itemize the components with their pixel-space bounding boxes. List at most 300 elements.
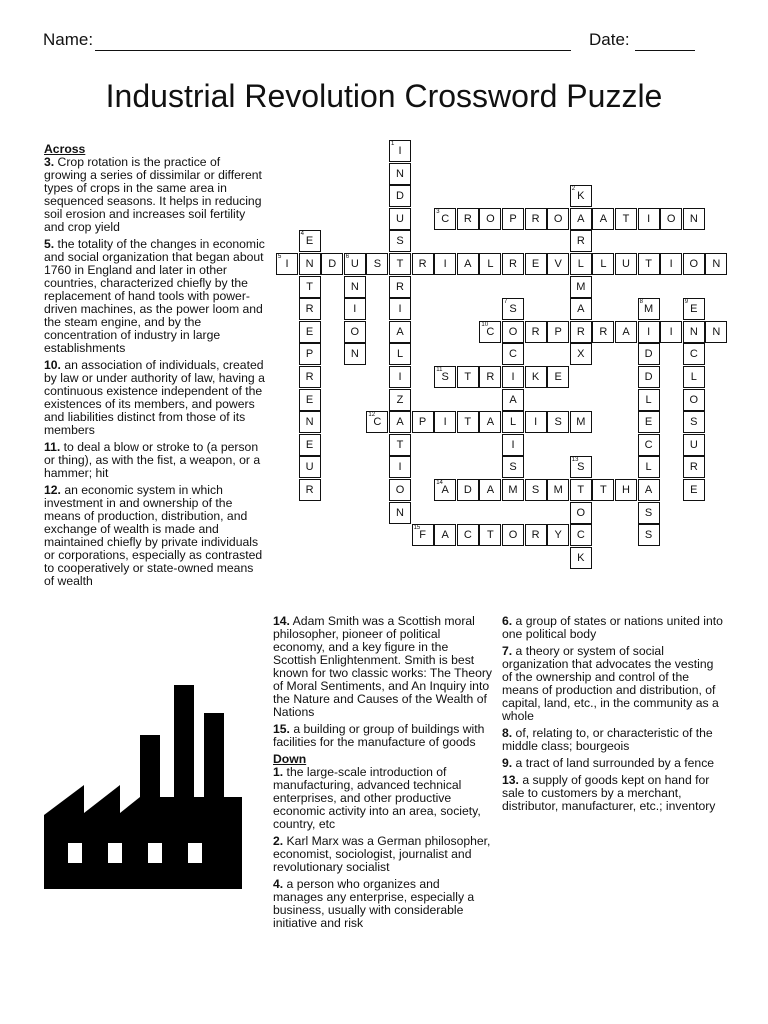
clue-text: a building or group of buildings with facilities for the manufacture of goods [273, 722, 485, 749]
grid-cell[interactable] [525, 411, 547, 433]
grid-cell[interactable] [479, 524, 501, 546]
grid-cell[interactable] [389, 434, 411, 456]
grid-cell[interactable] [570, 208, 592, 230]
grid-cell[interactable] [638, 208, 660, 230]
grid-cell[interactable] [389, 389, 411, 411]
cell-letter: I [398, 303, 402, 316]
grid-cell[interactable] [547, 208, 569, 230]
cell-letter: O [576, 506, 586, 519]
grid-cell[interactable] [638, 434, 660, 456]
cell-letter: S [554, 416, 562, 429]
cell-letter: N [689, 212, 698, 225]
cell-letter: A [441, 484, 449, 496]
cell-letter: N [305, 258, 314, 270]
grid-cell[interactable] [299, 434, 321, 456]
cell-letter: I [511, 438, 515, 451]
grid-cell[interactable] [389, 253, 411, 275]
grid-cell[interactable] [479, 411, 501, 433]
grid-cell[interactable] [457, 524, 479, 546]
grid-cell[interactable] [389, 502, 411, 524]
cell-letter: L [487, 258, 494, 270]
grid-cell[interactable] [389, 230, 411, 252]
grid-cell[interactable] [638, 366, 660, 388]
cell-letter: A [486, 484, 495, 496]
cell-letter: N [396, 167, 404, 180]
clue-number: 3. [44, 155, 55, 169]
cell-letter: E [305, 393, 314, 406]
grid-cell[interactable] [344, 253, 366, 275]
grid-cell[interactable] [434, 479, 456, 501]
grid-cell[interactable] [412, 253, 434, 275]
grid-cell[interactable] [299, 479, 321, 501]
cell-letter: I [285, 258, 289, 270]
grid-cell[interactable] [683, 389, 705, 411]
clue-text: the large-scale introduction of manufacturing, advanced technical enterprises, and other productive economic activity into an area, society, country, etc [273, 765, 481, 831]
cell-letter: N [396, 506, 404, 519]
grid-cell[interactable] [638, 456, 660, 478]
cell-letter: S [373, 258, 382, 270]
cell-letter: T [577, 484, 585, 496]
clue-number: 13. [502, 773, 519, 787]
grid-cell[interactable] [389, 411, 411, 433]
cell-letter: P [418, 416, 427, 429]
grid-cell[interactable] [479, 253, 501, 275]
cell-letter: A [644, 484, 653, 496]
grid-cell[interactable] [638, 253, 660, 275]
clue-item [44, 238, 266, 355]
grid-cell[interactable] [502, 253, 524, 275]
cell-number: 6 [345, 254, 350, 260]
grid-cell[interactable] [502, 389, 524, 411]
grid-cell[interactable] [683, 456, 705, 478]
clues-column-middle [273, 615, 493, 934]
cell-letter: T [622, 212, 630, 225]
grid-cell[interactable] [502, 524, 524, 546]
grid-cell[interactable] [570, 253, 592, 275]
cell-letter: L [600, 258, 607, 270]
grid-cell[interactable] [683, 411, 705, 433]
cell-letter: N [350, 280, 359, 293]
clue-number: 14. [273, 614, 290, 628]
clue-item [44, 156, 266, 234]
grid-cell[interactable] [525, 366, 547, 388]
cell-letter: L [577, 258, 584, 270]
clue-item [273, 723, 493, 749]
grid-cell[interactable] [299, 253, 321, 275]
cell-letter: O [350, 325, 360, 338]
cell-letter: M [508, 484, 518, 496]
clue-text: a person who organizes and manages any enterprise, especially a business, usually with considerable initiative and risk [273, 877, 475, 930]
cell-letter: A [509, 393, 517, 406]
grid-cell[interactable] [389, 298, 411, 320]
cell-letter: T [600, 484, 607, 496]
grid-cell[interactable] [570, 502, 592, 524]
cell-number: 12 [368, 412, 376, 419]
cell-letter: D [644, 348, 653, 361]
cell-letter: E [305, 235, 314, 248]
grid-cell[interactable] [344, 321, 366, 343]
cell-letter: U [622, 258, 630, 270]
grid-cell[interactable] [638, 343, 660, 365]
cell-letter: N [305, 416, 314, 429]
cell-letter: T [464, 371, 472, 383]
cell-letter: T [396, 258, 404, 270]
cell-letter: C [373, 416, 382, 429]
grid-cell[interactable] [570, 524, 592, 546]
grid-cell[interactable] [502, 456, 524, 478]
grid-cell[interactable] [299, 366, 321, 388]
grid-cell[interactable] [615, 208, 637, 230]
cell-letter: A [396, 325, 404, 338]
grid-cell[interactable] [389, 456, 411, 478]
cell-letter: A [464, 258, 472, 270]
grid-cell[interactable] [570, 230, 592, 252]
cell-letter: L [645, 393, 652, 406]
grid-cell[interactable] [389, 321, 411, 343]
grid-cell[interactable] [570, 276, 592, 298]
cell-letter: S [644, 506, 653, 519]
grid-cell[interactable] [299, 276, 321, 298]
grid-cell[interactable] [638, 411, 660, 433]
cell-letter: S [690, 416, 698, 429]
grid-cell[interactable] [683, 253, 705, 275]
cell-letter: R [689, 461, 698, 474]
cell-letter: A [577, 303, 585, 316]
clue-text: the totality of the changes in economic and social organization that began about 1760 in England and later in other countries, characterized chiefly by the replacement of hand tools with power-driven machines, as the power loom and the steam engine, and by the concentration of industry in large establishments [44, 237, 265, 355]
cell-number: 7 [504, 299, 508, 306]
grid-cell[interactable] [479, 321, 501, 343]
grid-cell[interactable] [525, 479, 547, 501]
cell-letter: C [576, 529, 585, 542]
cell-letter: U [689, 438, 698, 451]
grid-cell[interactable] [638, 298, 660, 320]
cell-letter: S [396, 235, 404, 248]
grid-cell[interactable] [389, 163, 411, 185]
cell-letter: I [443, 416, 447, 429]
grid-cell[interactable] [615, 321, 637, 343]
cell-letter: D [463, 484, 472, 496]
grid-cell[interactable] [570, 411, 592, 433]
grid-cell[interactable] [502, 434, 524, 456]
grid-cell[interactable] [366, 411, 388, 433]
cell-letter: M [644, 303, 654, 316]
cell-letter: L [690, 371, 697, 383]
cell-letter: O [395, 484, 405, 496]
cell-letter: A [441, 529, 449, 542]
cell-letter: R [531, 529, 540, 542]
clue-item [502, 615, 726, 641]
cell-number: 3 [436, 208, 440, 215]
grid-cell[interactable] [547, 411, 569, 433]
cell-letter: C [441, 212, 450, 225]
cell-letter: F [419, 529, 426, 542]
cell-letter: I [669, 325, 673, 338]
cell-letter: O [553, 212, 563, 225]
cell-letter: K [531, 371, 540, 383]
grid-cell[interactable] [457, 366, 479, 388]
cell-letter: D [396, 190, 404, 203]
grid-cell[interactable] [434, 411, 456, 433]
clue-item [44, 441, 266, 480]
clue-text: a theory or system of social organization that advocates the vesting of the ownership and control of the means of production and distribution, of capital, land, etc., in the community as a whole [502, 644, 719, 723]
grid-cell[interactable] [434, 366, 456, 388]
cell-letter: R [509, 258, 517, 270]
cell-letter: P [509, 212, 517, 225]
grid-cell[interactable] [434, 253, 456, 275]
grid-cell[interactable] [502, 298, 524, 320]
grid-cell[interactable] [412, 524, 434, 546]
clue-item [502, 727, 726, 753]
cell-letter: C [463, 529, 472, 542]
cell-letter: O [486, 212, 495, 225]
grid-cell[interactable] [570, 321, 592, 343]
cell-letter: U [350, 258, 359, 270]
grid-cell[interactable] [434, 524, 456, 546]
grid-cell[interactable] [547, 479, 569, 501]
grid-cell[interactable] [502, 366, 524, 388]
grid-cell[interactable] [683, 298, 705, 320]
cell-letter: E [305, 438, 314, 451]
grid-cell[interactable] [389, 208, 411, 230]
grid-cell[interactable] [525, 321, 547, 343]
cell-letter: I [511, 371, 515, 383]
cell-letter: T [487, 529, 494, 542]
cell-letter: T [396, 438, 404, 451]
grid-cell[interactable] [321, 253, 343, 275]
cell-letter: I [353, 303, 357, 316]
clue-text: a group of states or nations united into one political body [502, 614, 723, 641]
cell-letter: E [644, 416, 653, 429]
cell-letter: S [441, 371, 449, 383]
clue-item [502, 645, 726, 723]
grid-cell[interactable] [683, 434, 705, 456]
grid-cell[interactable] [683, 479, 705, 501]
page-title: Industrial Revolution Crossword Puzzle [105, 78, 663, 114]
grid-cell[interactable] [638, 524, 660, 546]
cell-letter: A [577, 212, 585, 225]
clue-number: 1. [273, 765, 284, 779]
grid-cell[interactable] [547, 524, 569, 546]
grid-cell[interactable] [299, 411, 321, 433]
cell-number: 2 [571, 186, 576, 193]
cell-number: 10 [481, 321, 489, 328]
clue-item [273, 766, 493, 831]
grid-cell[interactable] [299, 456, 321, 478]
grid-cell[interactable] [570, 547, 592, 569]
factory-icon [44, 685, 242, 889]
cell-letter: N [350, 348, 359, 361]
cell-letter: O [508, 529, 518, 542]
cell-letter: K [577, 190, 585, 203]
clue-text: Adam Smith was a Scottish moral philosopher, pioneer of political economy, and a key figure in the Scottish Enlightenment. Smith is best known for two classic works: The Theory of Moral Sentiments, and An Inquiry into the Nature and Causes of the Wealth of Nations [273, 614, 493, 719]
grid-cell[interactable] [389, 366, 411, 388]
grid-cell[interactable] [683, 321, 705, 343]
cell-letter: O [689, 393, 699, 406]
clue-number: 9. [502, 756, 513, 770]
cell-letter: C [509, 348, 517, 361]
grid-cell[interactable] [344, 298, 366, 320]
grid-cell[interactable] [547, 253, 569, 275]
grid-cell[interactable] [525, 253, 547, 275]
cell-number: 8 [639, 299, 643, 306]
grid-cell[interactable] [434, 208, 456, 230]
grid-cell[interactable] [457, 411, 479, 433]
cell-letter: O [689, 258, 699, 270]
grid-cell[interactable] [344, 343, 366, 365]
cell-letter: L [645, 461, 652, 474]
grid-cell[interactable] [570, 456, 592, 478]
clue-number: 7. [502, 644, 513, 658]
clue-number: 12. [44, 483, 61, 497]
cell-letter: M [576, 416, 586, 429]
cell-letter: I [443, 258, 447, 270]
clue-number: 2. [273, 834, 284, 848]
grid-cell[interactable] [389, 343, 411, 365]
cell-letter: P [554, 325, 562, 338]
grid-cell[interactable] [389, 185, 411, 207]
date-label: Date: [589, 30, 630, 49]
clue-number: 11. [44, 440, 61, 454]
cell-letter: C [486, 325, 495, 338]
grid-cell[interactable] [502, 321, 524, 343]
grid-cell[interactable] [389, 479, 411, 501]
grid-cell[interactable] [592, 208, 614, 230]
grid-cell[interactable] [638, 479, 660, 501]
grid-cell[interactable] [479, 479, 501, 501]
clue-text: an economic system in which investment in and ownership of the means of production, distribution, and exchange of wealth is made and maintained chiefly by private individuals or corporations, especially as contrasted to cooperatively or state-owned means of wealth [44, 483, 263, 588]
clue-number: 4. [273, 877, 284, 891]
grid-cell[interactable] [299, 230, 321, 252]
grid-cell[interactable] [592, 321, 614, 343]
grid-cell[interactable] [299, 321, 321, 343]
grid-cell[interactable] [502, 343, 524, 365]
grid-cell[interactable] [615, 253, 637, 275]
grid-cell[interactable] [660, 321, 682, 343]
grid-cell[interactable] [457, 253, 479, 275]
grid-cell[interactable] [683, 208, 705, 230]
grid-cell[interactable] [570, 298, 592, 320]
grid-cell[interactable] [570, 343, 592, 365]
cell-letter: N [712, 325, 721, 338]
grid-cell[interactable] [570, 479, 592, 501]
cell-letter: R [305, 371, 314, 383]
grid-cell[interactable] [683, 366, 705, 388]
cell-letter: N [712, 258, 721, 270]
clue-number: 10. [44, 358, 61, 372]
grid-cell[interactable] [366, 253, 388, 275]
clue-number: 8. [502, 726, 513, 740]
cell-letter: D [644, 371, 653, 383]
cell-letter: A [486, 416, 495, 429]
clue-text: Karl Marx was a German philosopher, economist, sociologist, journalist and revolutionary socialist [273, 834, 491, 874]
grid-cell[interactable] [276, 253, 298, 275]
cell-letter: R [576, 325, 585, 338]
grid-cell[interactable] [299, 389, 321, 411]
clue-text: of, relating to, or characteristic of the middle class; bourgeois [502, 726, 713, 753]
clue-item [44, 359, 266, 437]
grid-cell[interactable] [638, 389, 660, 411]
cell-letter: R [531, 325, 540, 338]
cell-letter: T [464, 416, 472, 429]
grid-cell[interactable] [479, 366, 501, 388]
cell-letter: O [508, 325, 518, 338]
clue-number: 15. [273, 722, 290, 736]
grid-cell[interactable] [299, 298, 321, 320]
cell-letter: R [396, 280, 404, 293]
clue-text: a tract of land surrounded by a fence [512, 756, 715, 770]
grid-cell[interactable] [638, 502, 660, 524]
grid-cell[interactable] [299, 343, 321, 365]
cell-letter: S [509, 303, 517, 316]
grid-cell[interactable] [525, 208, 547, 230]
cell-letter: C [644, 438, 653, 451]
cell-letter: R [463, 212, 472, 225]
clue-number: 5. [44, 237, 55, 251]
cell-letter: R [576, 235, 585, 248]
grid-cell[interactable] [547, 366, 569, 388]
grid-cell[interactable] [660, 208, 682, 230]
grid-cell[interactable] [457, 208, 479, 230]
name-label: Name: [43, 30, 94, 49]
cell-number: 4 [300, 231, 304, 238]
cell-letter: I [647, 212, 651, 225]
across-heading: Across [44, 142, 86, 156]
grid-cell[interactable] [570, 185, 592, 207]
clue-text: an association of individuals, created by law or under authority of law, having a continuous existence independent of the existences of its members, and powers and liabilities distinct from those of its members [44, 358, 265, 437]
grid-cell[interactable] [525, 524, 547, 546]
cell-letter: I [534, 416, 538, 429]
clue-item [273, 615, 493, 719]
grid-cell[interactable] [615, 479, 637, 501]
grid-cell[interactable] [389, 276, 411, 298]
cell-number: 13 [571, 457, 579, 464]
grid-cell[interactable] [547, 321, 569, 343]
cell-letter: T [306, 280, 313, 293]
grid-cell[interactable] [705, 321, 727, 343]
cell-number: 14 [436, 480, 443, 486]
clue-text: to deal a blow or stroke to (a person or thing), as with the fist, a weapon, or a hammer; hit [44, 440, 261, 480]
cell-letter: R [305, 484, 314, 496]
grid-cell[interactable] [344, 276, 366, 298]
grid-cell[interactable] [660, 253, 682, 275]
cell-letter: E [690, 303, 698, 316]
clue-number: 6. [502, 614, 513, 628]
grid-cell[interactable] [705, 253, 727, 275]
cell-number: 5 [278, 254, 282, 260]
cell-letter: R [418, 258, 427, 270]
grid-cell[interactable] [479, 208, 501, 230]
cell-letter: E [554, 371, 562, 383]
grid-cell[interactable] [502, 208, 524, 230]
clue-item [44, 484, 266, 588]
grid-cell[interactable] [412, 411, 434, 433]
grid-cell[interactable] [389, 140, 411, 162]
grid-cell[interactable] [683, 343, 705, 365]
cell-letter: A [599, 212, 608, 225]
grid-cell[interactable] [502, 479, 524, 501]
grid-cell[interactable] [502, 411, 524, 433]
cell-letter: O [666, 212, 676, 225]
cell-letter: R [305, 303, 314, 316]
cell-letter: I [398, 461, 402, 474]
grid-cell[interactable] [592, 479, 614, 501]
grid-cell[interactable] [457, 479, 479, 501]
cell-letter: S [531, 484, 540, 496]
grid-cell[interactable] [638, 321, 660, 343]
cell-letter: E [690, 484, 698, 496]
grid-cell[interactable] [592, 253, 614, 275]
cell-letter: X [577, 348, 585, 361]
